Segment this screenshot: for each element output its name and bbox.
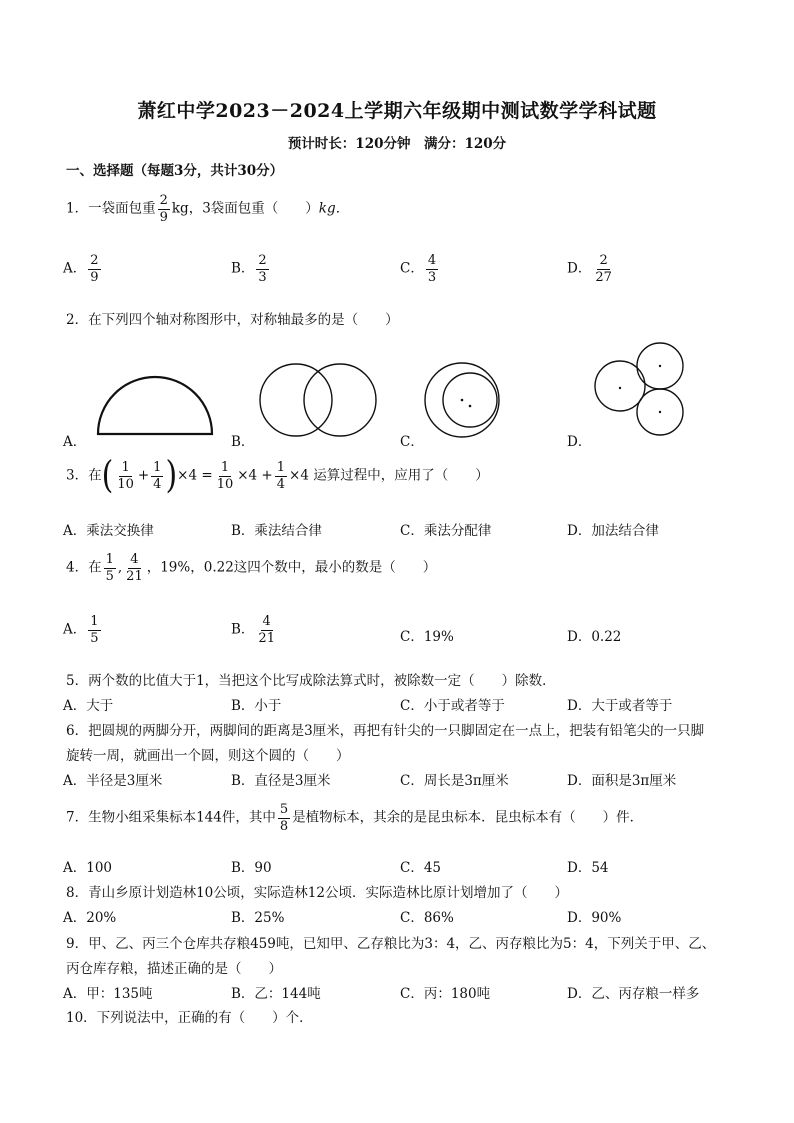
q2-option-b[interactable]: B． <box>231 434 255 450</box>
q6-option-c[interactable]: C．周长是3π厘米 <box>400 773 509 789</box>
q5-option-d[interactable]: D．大于或者等于 <box>567 698 673 714</box>
question-9-line-1: 9．甲、乙、丙三个仓库共存粮459吨，已知甲、乙存粮比为3：4，乙、丙存粮比为5：4，下列关于甲、乙、 <box>66 936 716 952</box>
q4-option-c[interactable]: C．19% <box>400 629 454 645</box>
q1-text: 一袋面包重 <box>88 200 156 217</box>
three-circles-figure <box>592 340 694 440</box>
q1-option-d[interactable]: D． $\frac{2}{27}$ <box>567 253 612 285</box>
overlapping-circles-figure <box>254 360 394 442</box>
question-3: 3．在( $\frac{1}{10}$ + $\frac{1}{4}$ )×4 = $\frac{1}{10}$ ×4 + $\frac{1}{4}$ ×4 运算过程中，应用了（ ） <box>66 453 489 498</box>
question-4: 4．在 $\frac{1}{5}$ , $\frac{4}{21}$ ，19%，0.22这四个数中，最小的数是（ ） <box>66 552 437 584</box>
q4-option-a[interactable]: A． $\frac{1}{5}$ <box>63 614 99 646</box>
question-6-line-1: 6．把圆规的两脚分开，两脚间的距离是3厘米，再把有针尖的一只脚固定在一点上，把装有铅笔尖的一只脚 <box>66 723 705 739</box>
q7-option-a[interactable]: A．100 <box>63 860 113 876</box>
q7-option-c[interactable]: C．45 <box>400 860 442 876</box>
q8-option-a[interactable]: A．20% <box>63 910 117 926</box>
question-1 <box>66 194 349 224</box>
q5-option-a[interactable]: A．大于 <box>63 698 114 714</box>
q1-text-2: kg，3袋面包重（ ） <box>171 200 319 217</box>
q6-option-d[interactable]: D．面积是3π厘米 <box>567 773 677 789</box>
q6-option-a[interactable]: A．半径是3厘米 <box>63 773 163 789</box>
q1-number: 1． <box>66 200 89 217</box>
question-9-line-2: 丙仓库存粮，描述正确的是（ ） <box>66 961 282 977</box>
q7-option-d[interactable]: D．54 <box>567 860 609 876</box>
question-6-line-2: 旋转一周，就画出一个圆，则这个圆的（ ） <box>66 748 350 764</box>
q8-option-c[interactable]: C．86% <box>400 910 454 926</box>
q1-option-b[interactable]: B． $\frac{2}{3}$ <box>231 253 267 285</box>
q5-option-b[interactable]: B．小于 <box>231 698 282 714</box>
q6-option-b[interactable]: B．直径是3厘米 <box>231 773 331 789</box>
q8-option-b[interactable]: B．25% <box>231 910 285 926</box>
q3-option-c[interactable]: C．乘法分配律 <box>400 523 492 539</box>
inner-tangent-circles-figure <box>420 360 512 442</box>
q7-option-b[interactable]: B．90 <box>231 860 272 876</box>
q9-option-a[interactable]: A．甲：135吨 <box>63 986 153 1002</box>
q2-option-a[interactable]: A． <box>63 434 87 450</box>
q1-fraction: $\frac{2}{9}$ <box>159 193 168 225</box>
question-10: 10．下列说法中，正确的有（ ）个． <box>66 1010 313 1026</box>
question-7: 7．生物小组采集标本144件，其中 $\frac{5}{8}$ 是植物标本，其余的是昆虫标本．昆虫标本有（ ）件． <box>66 802 644 834</box>
page-subtitle: 预计时长：120分钟 满分：120分 <box>287 136 507 152</box>
question-5: 5．两个数的比值大于1，当把这个比写成除法算式时，被除数一定（ ）除数． <box>66 673 556 689</box>
q9-option-b[interactable]: B．乙：144吨 <box>231 986 321 1002</box>
question-8: 8．青山乡原计划造林10公顷，实际造林12公顷．实际造林比原计划增加了（ ） <box>66 885 568 901</box>
page-title: 萧红中学2023－2024上学期六年级期中测试数学学科试题 <box>137 100 657 122</box>
q5-option-c[interactable]: C．小于或者等于 <box>400 698 505 714</box>
q2-option-d[interactable]: D． <box>567 434 592 450</box>
q8-option-d[interactable]: D．90% <box>567 910 622 926</box>
q4-option-d[interactable]: D．0.22 <box>567 629 622 645</box>
question-2: 2．在下列四个轴对称图形中，对称轴最多的是（ ） <box>66 312 399 328</box>
q9-option-d[interactable]: D．乙、丙存粮一样多 <box>567 986 700 1002</box>
q9-option-c[interactable]: C．丙：180吨 <box>400 986 491 1002</box>
q3-option-a[interactable]: A．乘法交换律 <box>63 523 154 539</box>
q4-option-b[interactable]: B． $\frac{4}{21}$ <box>231 614 275 646</box>
q1-option-c[interactable]: C． $\frac{4}{3}$ <box>400 253 437 285</box>
q1-option-a[interactable]: A． $\frac{2}{9}$ <box>63 253 99 285</box>
semicircle-figure <box>90 355 220 440</box>
q2-option-c[interactable]: C． <box>400 434 424 450</box>
q1-unit: kg． <box>318 200 350 217</box>
section-heading: 一、选择题（每题3分，共计30分） <box>66 163 284 179</box>
q3-option-b[interactable]: B．乘法结合律 <box>231 523 322 539</box>
q3-option-d[interactable]: D．加法结合律 <box>567 523 659 539</box>
